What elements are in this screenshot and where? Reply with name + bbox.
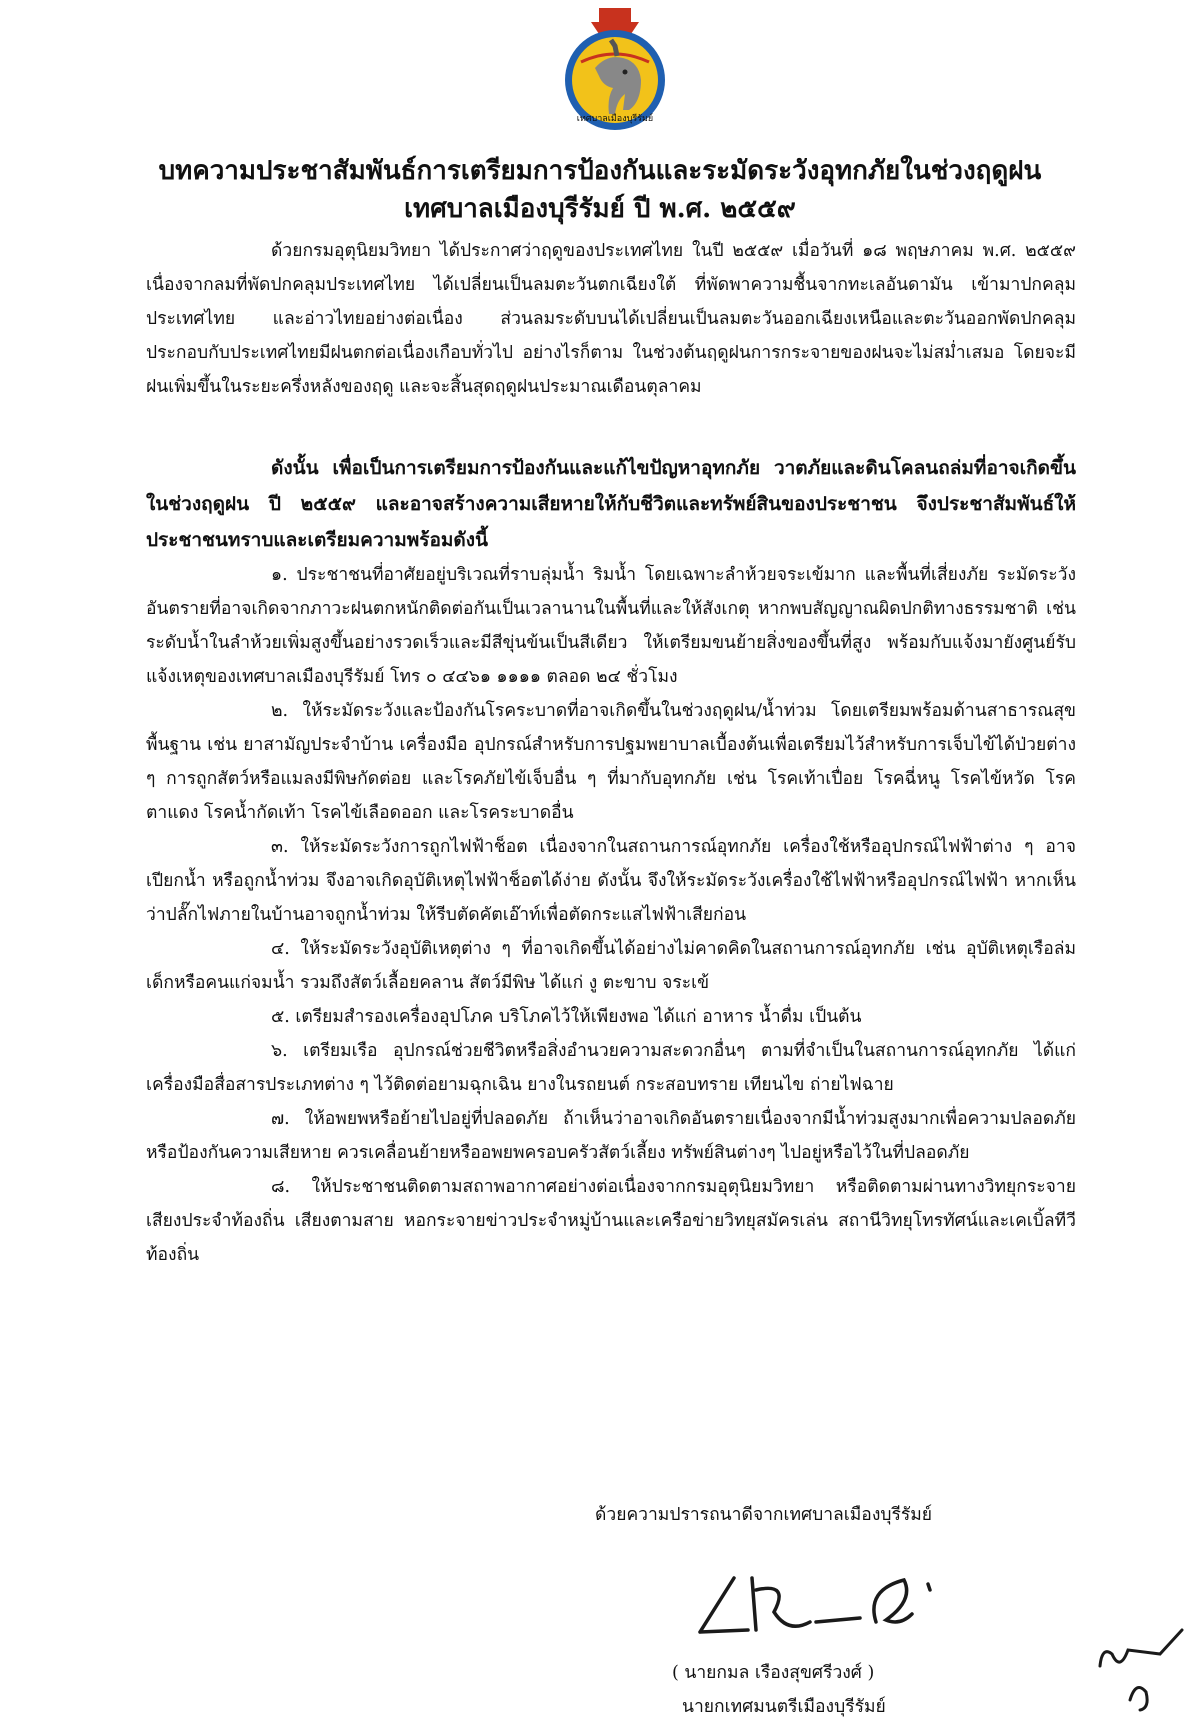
document-title: บทความประชาสัมพันธ์การเตรียมการป้องกันและระมัดระวังอุทกภัยในช่วงฤดูฝน [158, 156, 1042, 186]
signer-name: ( นายกมล เรืองสุขศรีวงศ์ ) [672, 1663, 875, 1683]
document-body [146, 234, 1076, 1272]
logo-text: เทศบาลเมืองบุรีรัมย์ [576, 114, 654, 124]
intro-paragraph: ด้วยกรมอุตุนิยมวิทยา ได้ประกาศว่าฤดูของประเทศไทย ในปี ๒๕๕๙ เมื่อวันที่ ๑๘ พฤษภาคม พ.ศ. ๒๕๕๙ เนื่องจากลมที่พัดปกคลุมประเทศไทย ได้เปลี่ยนเป็นลมตะวันตกเฉียงใต้ ที่พัดพาความชื้นจากทะเลอันดามัน เข้ามาปกคลุมประเทศไทย และอ่าวไทยอย่างต่อเนื่อง ส่วนลมระดับบนได้เปลี่ยนเป็นลมตะวันออกเฉียงเหนือและตะวันออกพัดปกคลุม ประกอบกับประเทศไทยมีฝนตกต่อเนื่องเกือบทั่วไป อย่างไรก็ตาม ในช่วงต้นฤดูฝนการกระจายของฝนจะไม่สม่ำเสมอ โดยจะมีฝนเพิ่มขึ้นในระยะครึ่งหลังของฤดู และจะสิ้นสุดฤดูฝนประมาณเดือนตุลาคม [146, 241, 1076, 397]
municipality-logo [555, 6, 675, 134]
list-item: ๘. ให้ประชาชนติดตามสถาพอากาศอย่างต่อเนื่องจากกรมอุตุนิยมวิทยา หรือติดตามผ่านทางวิทยุกระจายเสียงประจำท้องถิ่น เสียงตามสาย หอกระจายข่าวประจำหมู่บ้านและเครือข่ายวิทยุสมัครเล่น สถานีวิทยุโทรทัศน์และเคเบิ้ลทีวีท้องถิ่น [146, 1177, 1076, 1265]
list-item: ๖. เตรียมเรือ อุปกรณ์ช่วยชีวิตหรือสิ่งอำนวยความสะดวกอื่นๆ ตามที่จำเป็นในสถานการณ์อุทกภัย ได้แก่ เครื่องมือสื่อสารประเภทต่าง ๆ ไว้ติดต่อยามฉุกเฉิน ยางในรถยนต์ กระสอบทราย เทียนไข ถ่ายไฟฉาย [146, 1041, 1076, 1095]
list-item: ๔. ให้ระมัดระวังอุบัติเหตุต่าง ๆ ที่อาจเกิดขึ้นได้อย่างไม่คาดคิดในสถานการณ์อุทกภัย เช่น อุบัติเหตุเรือล่ม เด็กหรือคนแก่จมน้ำ รวมถึงสัตว์เลื้อยคลาน สัตว์มีพิษ ได้แก่ งู ตะขาบ จระเข้ [146, 939, 1076, 993]
list-item: ๕. เตรียมสำรองเครื่องอุปโภค บริโภคไว้ให้เพียงพอ ได้แก่ อาหาร น้ำดื่ม เป็นต้น [271, 1007, 862, 1027]
margin-handwriting [1090, 1620, 1190, 1712]
signature [690, 1560, 970, 1640]
closing-line: ด้วยความปรารถนาดีจากเทศบาลเมืองบุรีรัมย์ [595, 1505, 933, 1525]
list-item: ๗. ให้อพยพหรือย้ายไปอยู่ที่ปลอดภัย ถ้าเห็นว่าอาจเกิดอันตรายเนื่องจากมีน้ำท่วมสูงมากเพื่อความปลอดภัยหรือป้องกันความเสียหาย ควรเคลื่อนย้ายหรืออพยพครอบครัวสัตว์เลี้ยง ทรัพย์สินต่างๆ ไปอยู่หรือไว้ในที่ปลอดภัย [146, 1109, 1076, 1163]
list-item: ๑. ประชาชนที่อาศัยอยู่บริเวณที่ราบลุ่มน้ำ ริมน้ำ โดยเฉพาะลำห้วยจระเข้มาก และพื้นที่เสี่ยงภัย ระมัดระวังอันตรายที่อาจเกิดจากภาวะฝนตกหนักติดต่อกันเป็นเวลานานในพื้นที่และให้สังเกตุ หากพบสัญญาณผิดปกติทางธรรมชาติ เช่น ระดับน้ำในลำห้วยเพิ่มสูงขึ้นอย่างรวดเร็วและมีสีขุ่นข้นเป็นสีเดียว ให้เตรียมขนย้ายสิ่งของขึ้นที่สูง พร้อมกับแจ้งมายังศูนย์รับแจ้งเหตุของเทศบาลเมืองบุรีรัมย์ โทร ๐ ๔๔๖๑ ๑๑๑๑ ตลอด ๒๔ ชั่วโมง [146, 565, 1076, 687]
announcement-paragraph: ดังนั้น เพื่อเป็นการเตรียมการป้องกันและแก้ไขปัญหาอุทกภัย วาตภัยและดินโคลนถล่มที่อาจเกิดขึ้นในช่วงฤดูฝน ปี ๒๕๕๙ และอาจสร้างความเสียหายให้กับชีวิตและทรัพย์สินของประชาชน จึงประชาสัมพันธ์ให้ประชาชนทราบและเตรียมความพร้อมดังนี้ [146, 457, 1076, 551]
signer-position: นายกเทศมนตรีเมืองบุรีรัมย์ [682, 1697, 886, 1717]
list-item: ๒. ให้ระมัดระวังและป้องกันโรคระบาดที่อาจเกิดขึ้นในช่วงฤดูฝน/น้ำท่วม โดยเตรียมพร้อมด้านสาธารณสุขพื้นฐาน เช่น ยาสามัญประจำบ้าน เครื่องมือ อุปกรณ์สำหรับการปฐมพยาบาลเบื้องต้นเพื่อเตรียมไว้สำหรับการเจ็บไข้ได้ป่วยต่าง ๆ การถูกสัตว์หรือแมลงมีพิษกัดต่อย และโรคภัยไข้เจ็บอื่น ๆ ที่มากับอุทกภัย เช่น โรคเท้าเปื่อย โรคฉี่หนู โรคไข้หวัด โรคตาแดง โรคน้ำกัดเท้า โรคไข้เลือดออก และโรคระบาดอื่น [146, 701, 1076, 823]
list-item: ๓. ให้ระมัดระวังการถูกไฟฟ้าช็อต เนื่องจากในสถานการณ์อุทกภัย เครื่องใช้หรืออุปกรณ์ไฟฟ้าต่าง ๆ อาจเปียกน้ำ หรือถูกน้ำท่วม จึงอาจเกิดอุบัติเหตุไฟฟ้าช็อตได้ง่าย ดังนั้น จึงให้ระมัดระวังเครื่องใช้ไฟฟ้าหรืออุปกรณ์ไฟฟ้า หากเห็นว่าปลั๊กไฟภายในบ้านอาจถูกน้ำท่วม ให้รีบตัดคัตเอ๊าท์เพื่อตัดกระแสไฟฟ้าเสียก่อน [146, 837, 1076, 925]
document-subtitle: เทศบาลเมืองบุรีรัมย์ ปี พ.ศ. ๒๕๕๙ [404, 194, 796, 224]
